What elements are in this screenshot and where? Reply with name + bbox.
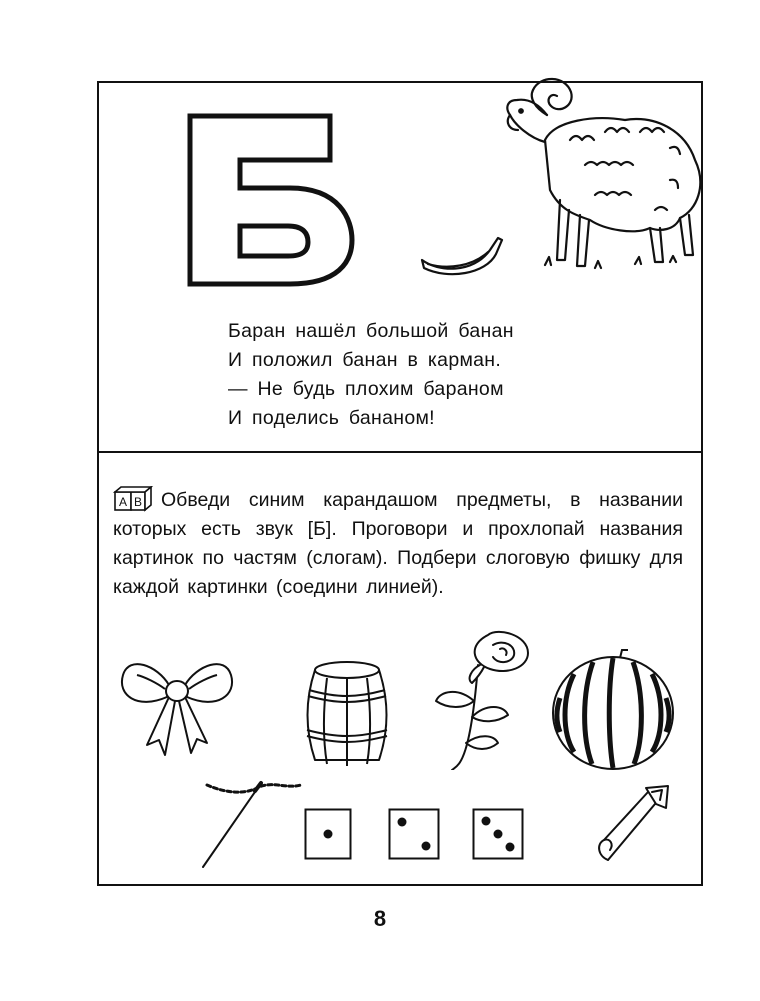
needle-illustration xyxy=(195,775,305,870)
task-text: Обведи синим карандашом предметы, в названии которых есть звук [Б]. Проговори и прохлопай названия картинок по частям (слогам). Подбери слоговую фишку для каждой картинки (соедини линией). xyxy=(113,489,683,598)
barrel-illustration xyxy=(297,660,397,770)
svg-text:А: А xyxy=(118,495,128,509)
section-divider xyxy=(97,451,703,453)
poem-line: И поделись бананом! xyxy=(228,407,435,429)
svg-text:В: В xyxy=(133,495,143,509)
poem xyxy=(228,317,608,433)
abc-blocks-icon xyxy=(113,486,155,512)
rose-illustration xyxy=(428,625,538,770)
poem-line: И положил банан в карман. xyxy=(228,349,502,371)
syllable-card-3 xyxy=(472,808,524,860)
big-letter-b xyxy=(170,80,370,290)
task-instructions xyxy=(113,486,683,602)
ram-illustration xyxy=(485,70,710,280)
page-number: 8 xyxy=(373,906,387,931)
safety-pin-illustration xyxy=(590,778,675,868)
watermelon-illustration xyxy=(548,648,678,773)
poem-line: — Не будь плохим бараном xyxy=(228,378,504,400)
syllable-card-1 xyxy=(304,808,352,860)
bow-illustration xyxy=(117,655,237,765)
poem-line: Баран нашёл большой банан xyxy=(228,320,514,342)
syllable-card-2 xyxy=(388,808,440,860)
banana-illustration xyxy=(418,232,508,282)
